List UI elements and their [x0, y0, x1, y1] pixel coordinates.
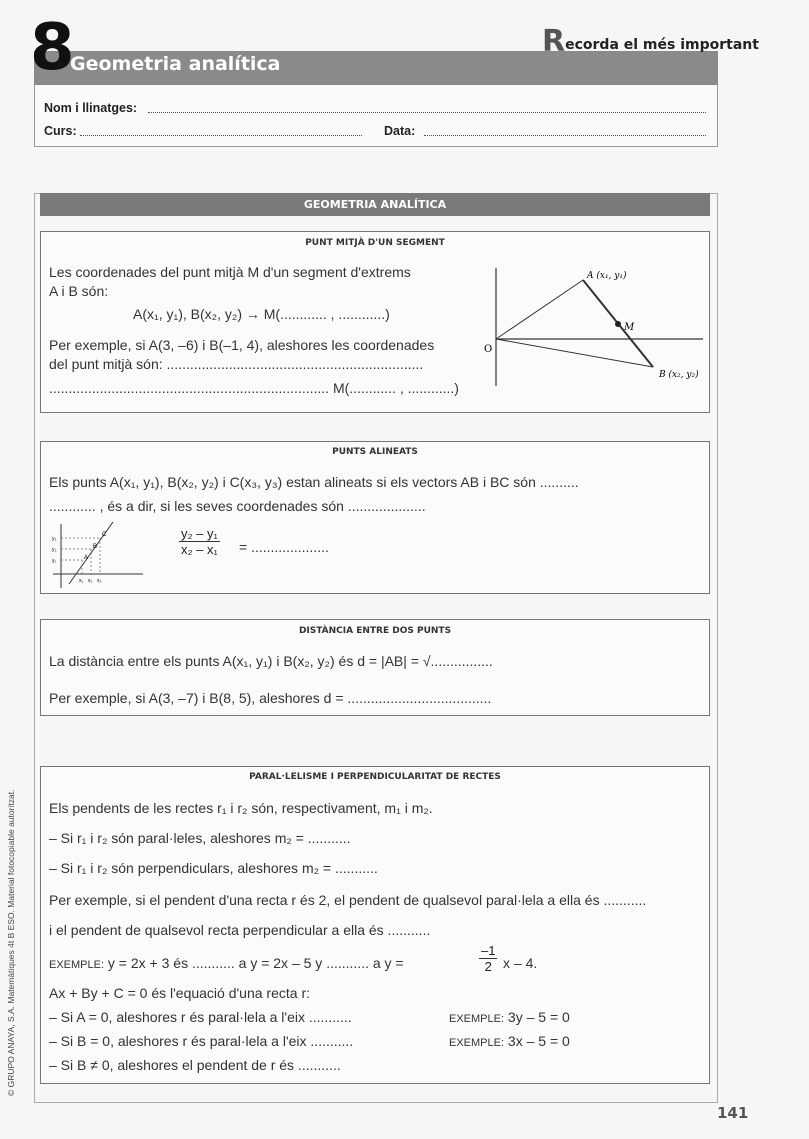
- page-number: 141: [717, 1104, 749, 1122]
- vector-ob: [496, 339, 653, 367]
- label-x3: x₃: [97, 578, 102, 584]
- label-a: A (x₁, y₁): [587, 271, 627, 281]
- name-field-line[interactable]: [148, 112, 706, 113]
- lines-line8: – Si A = 0, aleshores r és paral·lela a l'eix ...........: [49, 1009, 352, 1025]
- section-parallel-perpendicular: [40, 766, 710, 1084]
- section-title: PUNT MITJÀ D'UN SEGMENT: [305, 238, 445, 248]
- collinear-line1: Els punts A(x₁, y₁), B(x₂, y₂) i C(x₃, y₃) estan alineats si els vectors AB i BC són ..........: [49, 474, 579, 490]
- date-label: Data:: [384, 124, 416, 138]
- example-text: y = 2x + 3 és ........... a y = 2x – 5 y ........... a y =: [104, 955, 404, 971]
- name-label: Nom i llinatges:: [44, 101, 138, 115]
- fraction-rhs: = ....................: [239, 539, 329, 555]
- fraction-numerator: –1: [481, 943, 496, 958]
- exemple-label: EXEMPLE:: [449, 1037, 505, 1049]
- midpoint-diagram: [481, 260, 706, 390]
- midpoint-formula: A(x₁, y₁), B(x₂, y₂) → M(............ , ............): [133, 306, 390, 322]
- midpoint-line2: A i B són:: [49, 283, 109, 299]
- collinear-diagram: [51, 522, 146, 590]
- chapter-title: Geometria analítica: [70, 53, 281, 75]
- exemple-label: EXEMPLE:: [49, 959, 105, 971]
- recorda-initial: R: [542, 24, 566, 59]
- midpoint-example2: del punt mitjà són: ..................................................................: [49, 356, 424, 372]
- copyright-side-text: © GRUPO ANAYA, S.A. Matemàtiques 4t B ESO. Material fotocopiable autoritzat.: [6, 789, 16, 1096]
- point-m: [615, 321, 621, 327]
- recorda-heading: [542, 24, 759, 59]
- fraction-numerator: y₂ – y₁: [181, 526, 218, 541]
- lines-line5: i el pendent de qualsevol recta perpendicular a ella és ...........: [49, 922, 431, 938]
- midpoint-line1: Les coordenades del punt mitjà M d'un segment d'extrems: [49, 264, 411, 280]
- lines-line1: Els pendents de les rectes r₁ i r₂ són, respectivament, m₁ i m₂.: [49, 800, 433, 816]
- lines-line7: Ax + By + C = 0 és l'equació d'una recta r:: [49, 985, 310, 1001]
- lines-line2: – Si r₁ i r₂ són paral·leles, aleshores m₂ = ...........: [49, 830, 351, 846]
- date-field-line[interactable]: [424, 135, 706, 136]
- label-m: M: [624, 322, 635, 333]
- label-b: B (x₂, y₂): [659, 370, 699, 380]
- section-title: PUNTS ALINEATS: [332, 447, 418, 457]
- lines-line9: – Si B = 0, aleshores r és paral·lela a l'eix ...........: [49, 1033, 354, 1049]
- example-end: x – 4.: [503, 955, 538, 971]
- example-fraction: [479, 943, 497, 974]
- student-info-box: [34, 85, 718, 147]
- chapter-number: 8: [30, 11, 75, 85]
- label-y2: y₂: [52, 547, 57, 553]
- lines-line6: [49, 955, 404, 971]
- example-b-zero: [449, 1033, 570, 1049]
- label-x2: x₂: [88, 578, 93, 584]
- label-x1: x₁: [79, 578, 84, 584]
- lines-line10: – Si B ≠ 0, aleshores el pendent de r és ...........: [49, 1057, 341, 1073]
- lines-line4: Per exemple, si el pendent d'una recta r és 2, el pendent de qualsevol paral·lela a ella és ...........: [49, 892, 647, 908]
- main-title: GEOMETRIA ANALÍTICA: [40, 193, 710, 216]
- vector-oa: [496, 280, 583, 339]
- fraction-denominator: 2: [484, 959, 492, 974]
- label-a: A: [84, 555, 89, 561]
- label-y1: y₁: [52, 558, 57, 564]
- collinear-line2: ............ , és a dir, si les seves coordenades són ....................: [49, 498, 426, 514]
- course-label: Curs:: [44, 124, 77, 138]
- example-a-zero: [449, 1009, 570, 1025]
- example-b-zero-text: 3x – 5 = 0: [507, 1033, 570, 1049]
- section-midpoint: [40, 231, 710, 413]
- recorda-rest: ecorda el més important: [565, 37, 759, 53]
- example-a-zero-text: 3y – 5 = 0: [507, 1009, 570, 1025]
- lines-line3: – Si r₁ i r₂ són perpendiculars, aleshores m₂ = ...........: [49, 860, 378, 876]
- label-o: O: [484, 344, 493, 355]
- slope-fraction: [179, 526, 220, 557]
- midpoint-example1: Per exemple, si A(3, –6) i B(–1, 4), aleshores les coordenades: [49, 337, 435, 353]
- label-b: B: [93, 544, 98, 550]
- section-collinear: [40, 441, 710, 594]
- distance-line1: La distància entre els punts A(x₁, y₁) i B(x₂, y₂) és d = |AB| = √................: [49, 653, 493, 669]
- course-field-line[interactable]: [80, 135, 362, 136]
- label-c: C: [102, 532, 107, 538]
- section-title: DISTÀNCIA ENTRE DOS PUNTS: [298, 626, 452, 636]
- midpoint-example3: ........................................................................ M(............ , ............): [49, 380, 459, 396]
- label-y3: y₃: [52, 536, 57, 542]
- section-title: PARAL·LELISME I PERPENDICULARITAT DE RECTES: [249, 772, 501, 782]
- exemple-label: EXEMPLE:: [449, 1013, 505, 1025]
- distance-line2: Per exemple, si A(3, –7) i B(8, 5), aleshores d = .....................................: [49, 690, 492, 706]
- fraction-denominator: x₂ – x₁: [181, 542, 218, 557]
- section-distance: [40, 619, 710, 716]
